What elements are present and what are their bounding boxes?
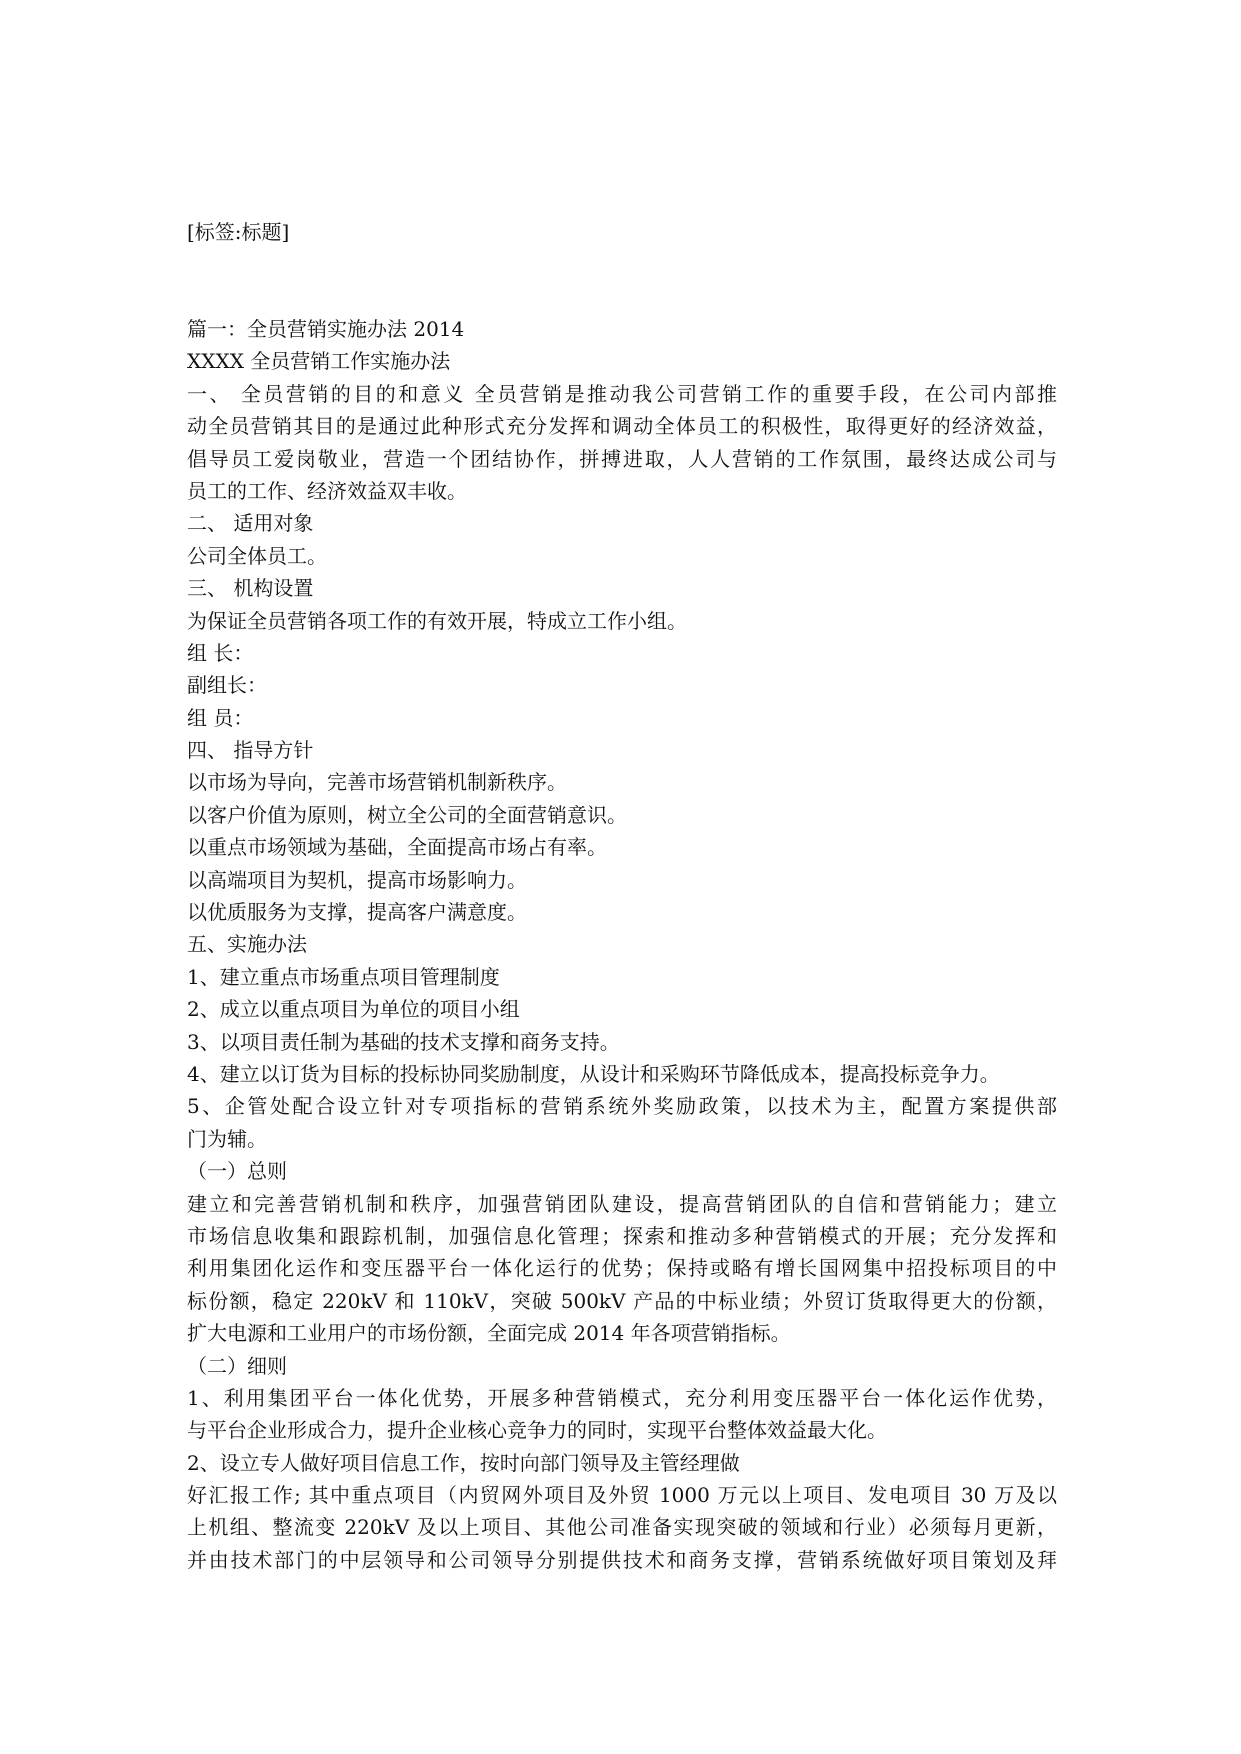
scope-text: 公司全体员工。 — [187, 543, 327, 568]
implementation-item: 5、企管处配合设立针对专项指标的营销系统外奖励政策，以技术为主，配置方案提供部 — [187, 1094, 1057, 1119]
members-label: 组 员： — [187, 705, 254, 730]
text-line: 2、设立专人做好项目信息工作，按时向部门领导及主管经理做 — [187, 1450, 740, 1475]
text-line: 利用集团化运作和变压器平台一体化运行的优势；保持或略有增长国网集中招投标项目的中 — [187, 1256, 1057, 1281]
section-heading-implementation: 五、实施办法 — [187, 932, 307, 957]
implementation-item: 门为辅。 — [187, 1126, 267, 1151]
text-line: 动全员营销其目的是通过此种形式充分发挥和调动全体员工的积极性，取得更好的经济效益， — [187, 414, 1057, 439]
text-line: 建立和完善营销机制和秩序，加强营销团队建设，提高营销团队的自信和营销能力；建立 — [187, 1191, 1057, 1216]
detailed-rules-paragraph — [187, 1382, 1057, 1576]
text-line: 员工的工作、经济效益双丰收。 — [187, 478, 467, 503]
implementation-item: 4、建立以订货为目标的投标协同奖励制度，从设计和采购环节降低成本，提高投标竞争力。 — [187, 1061, 1000, 1086]
text-line: 一、 全员营销的目的和意义 全员营销是推动我公司营销工作的重要手段，在公司内部推 — [187, 381, 1057, 406]
text-line: 并由技术部门的中层领导和公司领导分别提供技术和商务支撑，营销系统做好项目策划及拜 — [187, 1547, 1057, 1572]
guideline-item: 以客户价值为原则，树立全公司的全面营销意识。 — [187, 802, 627, 827]
vice-leader-label: 副组长： — [187, 673, 267, 698]
document-subtitle: XXXX 全员营销工作实施办法 — [187, 349, 451, 374]
section-heading-scope: 二、 适用对象 — [187, 511, 314, 536]
guideline-item: 以重点市场领域为基础，全面提高市场占有率。 — [187, 835, 607, 860]
text-line: 好汇报工作; 其中重点项目（内贸网外项目及外贸 1000 万元以上项目、发电项目 30 万及以 — [187, 1483, 1057, 1508]
text-line: 1、利用集团平台一体化优势，开展多种营销模式，充分利用变压器平台一体化运作优势， — [187, 1385, 1057, 1410]
section-heading-organization: 三、 机构设置 — [187, 576, 314, 601]
text-line: 倡导员工爱岗敬业，营造一个团结协作，拼搏进取，人人营销的工作氛围，最终达成公司与 — [187, 446, 1057, 471]
implementation-item: 3、以项目责任制为基础的技术支撑和商务支持。 — [187, 1029, 620, 1054]
document-title: 篇一：全员营销实施办法 2014 — [187, 317, 465, 341]
organization-text: 为保证全员营销各项工作的有效开展，特成立工作小组。 — [187, 608, 687, 633]
detailed-rules-heading: （二）细则 — [187, 1353, 287, 1378]
implementation-item: 2、成立以重点项目为单位的项目小组 — [187, 997, 520, 1022]
tag-label: [标签:标题] — [187, 220, 290, 244]
guideline-item: 以优质服务为支撑，提高客户满意度。 — [187, 900, 527, 925]
text-line: 标份额，稳定 220kV 和 110kV，突破 500kV 产品的中标业绩；外贸订货取得更大的份额， — [187, 1288, 1057, 1313]
general-rules-paragraph — [187, 1188, 1057, 1350]
text-line: 上机组、整流变 220kV 及以上项目、其他公司准备实现突破的领域和行业）必须每月更新， — [187, 1515, 1057, 1540]
text-line: 与平台企业形成合力，提升企业核心竞争力的同时，实现平台整体效益最大化。 — [187, 1418, 887, 1443]
section-heading-guidelines: 四、 指导方针 — [187, 738, 314, 763]
purpose-paragraph — [187, 378, 1057, 508]
text-line: 市场信息收集和跟踪机制，加强信息化管理；探索和推动多种营销模式的开展；充分发挥和 — [187, 1223, 1057, 1248]
leader-label: 组 长： — [187, 640, 254, 665]
guideline-item: 以高端项目为契机，提高市场影响力。 — [187, 867, 527, 892]
guideline-item: 以市场为导向，完善市场营销机制新秩序。 — [187, 770, 567, 795]
text-line: 扩大电源和工业用户的市场份额，全面完成 2014 年各项营销指标。 — [187, 1321, 791, 1346]
implementation-item: 1、建立重点市场重点项目管理制度 — [187, 964, 500, 989]
general-rules-heading: （一）总则 — [187, 1159, 287, 1184]
document-body — [187, 313, 1057, 1576]
